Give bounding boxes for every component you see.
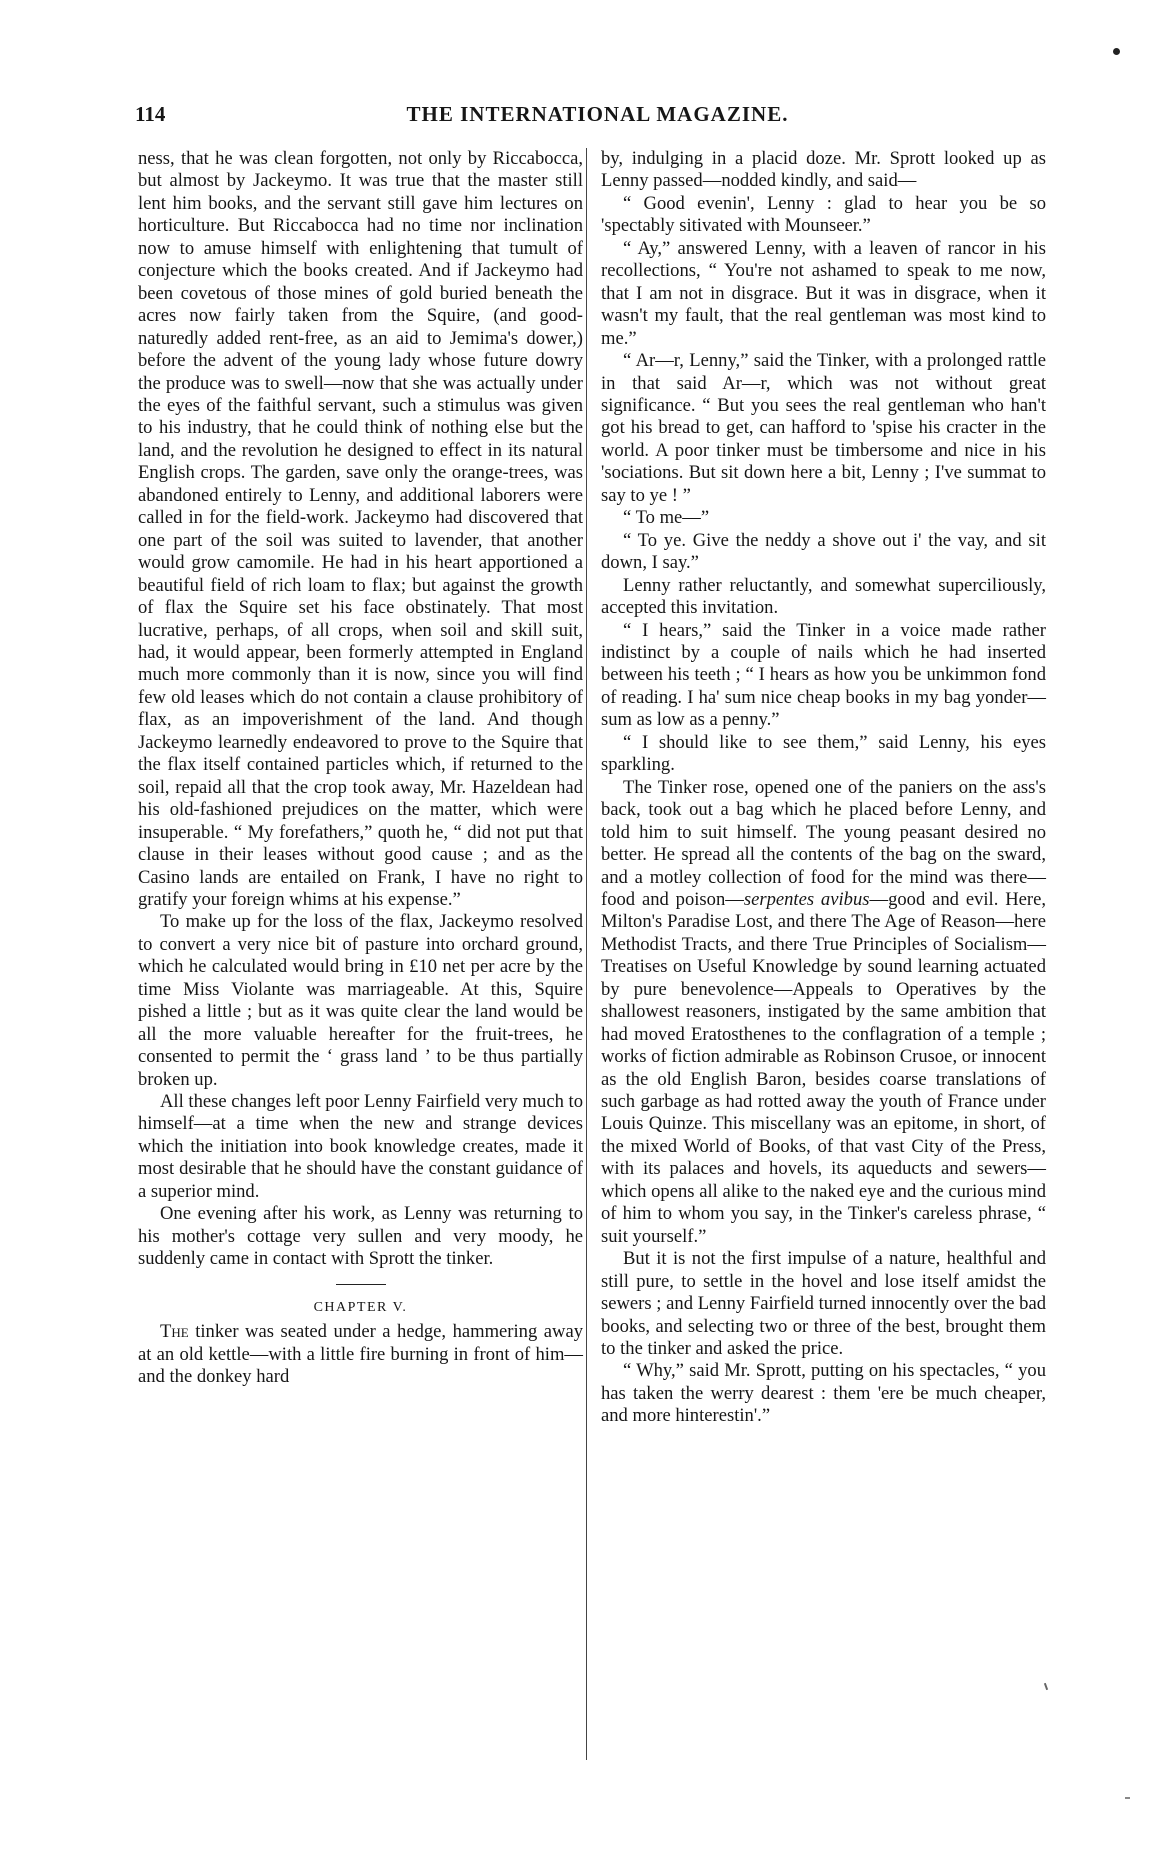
- stray-mark: [1125, 1797, 1130, 1799]
- page-number: 114: [135, 102, 166, 126]
- paragraph: “ To me—”: [623, 507, 710, 529]
- ink-dot: [1113, 48, 1120, 55]
- latin-phrase: serpentes avibus: [743, 888, 870, 910]
- paragraph: [138, 1321, 583, 1388]
- chapter-heading: CHAPTER V.: [313, 1299, 408, 1315]
- paragraph: “ I should like to see them,” said Lenny, his eyes sparkling.: [601, 731, 1046, 776]
- paragraph-text: —good and evil. Here, Milton's Paradise Lost, and there The Age of Reason—here Methodist Tracts, and there True Principles of Socialism—Treatises on Useful Knowledge by sound learning actuated by pure benevolence—Appeals to Operatives by the shallowest reasoners, instigated by the same ambition that had moved Eratosthenes to the conflagration of a temple ; works of fiction admirable as Robinson Crusoe, or innocent as the old English Baron, besides coarse translations of such garbage as had rotted away the youth of France under Louis Quinze. This miscellany was an epitome, in short, of the mixed World of Books, of that vast City of the Press, with its palaces and hovels, its aqueducts and sewers—which opens all alike to the naked eye and the curious mind of him to whom you say, in the Tinker's careless phrase, “ suit yourself.”: [601, 888, 1046, 1247]
- paragraph: [601, 777, 1046, 1249]
- chapter-divider: [336, 1284, 386, 1285]
- paragraph: ness, that he was clean forgotten, not only by Riccabocca, but almost by Jackeymo. It was true that the master still lent him books, and the servant still gave him lectures on horticulture. But Riccabocca had no time nor inclination now to amuse himself with enlightening that tumult of conjecture which the books created. And if Jackeymo had been covetous of those mines of gold buried beneath the acres now fairly taken from the Squire, (and good-naturedly added rent-free, as an aid to Jemima's dower,) before the advent of the young lady whose future dowry the produce was to swell—now that she was actually under the eyes of the faithful servant, such a stimulus was given to his industry, that he could think of nothing else but the land, and the revolution he designed to effect in its natural English crops. The garden, save only the orange-trees, was abandoned entirely to Lenny, and additional laborers were called in for the field-work. Jackeymo had discovered that one part of the soil was suited to lavender, that another would grow camomile. He had in his heart apportioned a beautiful field of rich loam to flax; but against the growth of flax the Squire set his face obstinately. That most lucrative, perhaps, of all crops, when soil and skill suit, had, it would appear, been formerly attempted in England much more commonly than it is now, since you will find few old leases which do not contain a clause prohibitory of flax, as an impoverishment of the land. And though Jackeymo learnedly endeavored to prove to the Squire that the flax itself contained particles which, if returned to the soil, repaid all that the crop took away, Mr. Hazeldean had his old-fashioned prejudices on the matter, which were insuperable. “ My forefathers,” quoth he, “ did not put that clause in their leases without good cause ; and as the Casino lands are entailed on Frank, I have no right to gratify your foreign whims at his expense.”: [138, 148, 583, 910]
- paragraph: All these changes left poor Lenny Fairfield very much to himself—at a time when the new and strange devices which the initiation into book knowledge creates, made it most desirable that he should have the constant guidance of a superior mind.: [138, 1091, 583, 1202]
- stray-mark: [1044, 1683, 1048, 1690]
- paragraph: Lenny rather reluctantly, and somewhat superciliously, accepted this invitation.: [601, 574, 1046, 619]
- left-column: [138, 148, 583, 1388]
- right-column: [601, 148, 1046, 1428]
- paragraph-text: The Tinker rose, opened one of the paniers on the ass's back, took out a bag which he placed before Lenny, and told him to suit himself. The young peasant desired no better. He spread all the contents of the bag on the sward, and a motley collection of food for the mind was there—food and poison—: [601, 776, 1046, 910]
- running-title: THE INTERNATIONAL MAGAZINE.: [406, 102, 789, 126]
- paragraph: “ Why,” said Mr. Sprott, putting on his spectacles, “ you has taken the werry dearest : them 'ere be much cheaper, and more hinterestin'.”: [601, 1360, 1046, 1427]
- paragraph: “ Ar—r, Lenny,” said the Tinker, with a prolonged rattle in that said Ar—r, which was not without great significance. “ But you sees the real gentleman who han't got his bread to get, can hafford to 'spise his cracter in the world. A poor tinker must be timbersome and nice in his 'sociations. But sit down here a bit, Lenny ; I've summat to say to ye ! ”: [601, 350, 1046, 506]
- column-rule: [586, 148, 587, 1760]
- paragraph: “ Good evenin', Lenny : glad to hear you be so 'spectably sitivated with Mounseer.”: [601, 192, 1046, 237]
- page-header: [135, 102, 1060, 130]
- paragraph: “ I hears,” said the Tinker in a voice made rather indistinct by a couple of nails which he had inserted between his teeth ; “ I hears as how you be unkimmon fond of reading. I ha' sum nice cheap books in my bag yonder—sum as low as a penny.”: [601, 619, 1046, 731]
- paragraph: “ Ay,” answered Lenny, with a leaven of rancor in his recollections, “ You're not ashamed to speak to me now, that I am not in disgrace. But it was in disgrace, when it wasn't my fault, that the real gentleman was most kind to me.”: [601, 237, 1046, 349]
- paragraph: But it is not the first impulse of a nature, healthful and still pure, to settle in the hovel and lose itself amidst the sewers ; and Lenny Fairfield turned innocently over the bad books, and selecting two or three of the best, brought them to the tinker and asked the price.: [601, 1248, 1046, 1360]
- paragraph: To make up for the loss of the flax, Jackeymo resolved to convert a very nice bit of pasture into orchard ground, which he calculated would bring in £10 net per acre by the time Miss Violante was marriageable. At this, Squire pished a little ; but as it was quite clear the land would be all the more valuable hereafter for the fruit-trees, he consented to permit the ‘ grass land ’ to be thus partially broken up.: [138, 911, 583, 1090]
- paragraph: by, indulging in a placid doze. Mr. Sprott looked up as Lenny passed—nodded kindly, and said—: [601, 148, 1046, 192]
- paragraph: “ To ye. Give the neddy a shove out i' the vay, and sit down, I say.”: [601, 529, 1046, 574]
- chapter-initial-word: The: [160, 1321, 189, 1343]
- paragraph-text: tinker was seated under a hedge, hammering away at an old kettle—with a little fire burning in front of him—and the donkey hard: [138, 1321, 583, 1388]
- paragraph: One evening after his work, as Lenny was returning to his mother's cottage very sullen and very moody, he suddenly came in contact with Sprott the tinker.: [138, 1203, 583, 1270]
